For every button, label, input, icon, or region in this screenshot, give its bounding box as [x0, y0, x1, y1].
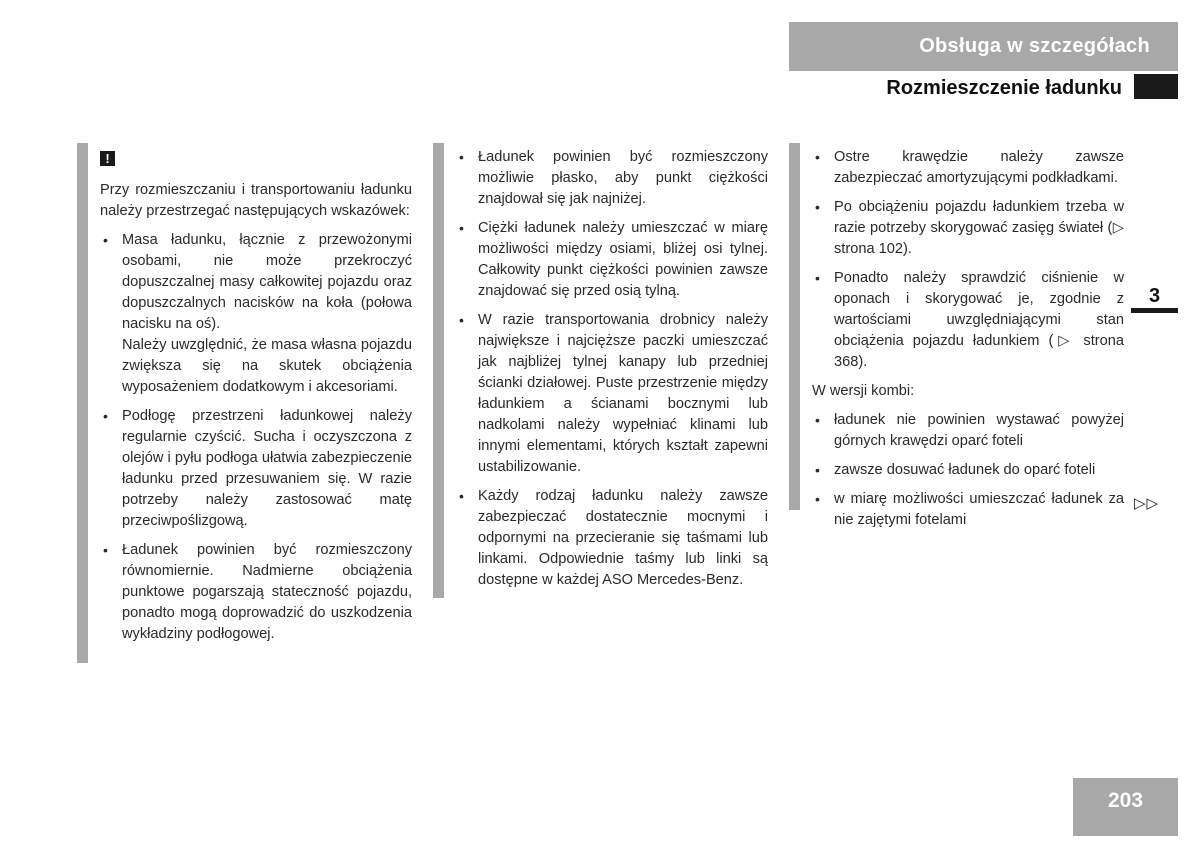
list-item — [100, 406, 412, 532]
continue-arrows-icon: ▷▷ — [1134, 495, 1160, 512]
instructions-column — [433, 143, 768, 598]
list-item-extra: Należy uwzględnić, że masa własna pojazdu zwiększa się na skutek obciążenia wyposażeniem dodatkowym i akcesoriami. — [122, 337, 412, 395]
list-item: • ładunek nie powinien wystawać powyżej górnych krawędzi oparć foteli — [812, 410, 1124, 452]
instructions-list — [456, 147, 768, 591]
chapter-title: Obsługa w szczegółach — [919, 35, 1150, 57]
list-item: • W razie transportowania drobnicy należy największe i najcięższe paczki umieszczać jak najbliżej tylnej kanapy lub przedniej ścianki działowej. Puste przestrzenie między ładunkiem a ścianami bocznymi lub nadkolami należy wypełniać klinami lub innymi elementami, których kształt zapewni ustabilizowanie. — [456, 310, 768, 478]
list-item-text: Podłogę przestrzeni ładunkowej należy regularnie czyścić. Sucha i oczyszczona z olejów i pyłu podłoga ułatwia zabezpieczenie ładunku przed przesuwaniem się. W razie potrzeby należy zastosować matę przeciwpoślizgową. — [122, 408, 412, 529]
list-item — [100, 540, 412, 645]
list-item: • Każdy rodzaj ładunku należy zawsze zabezpieczać dostatecznie mocnymi i odpornymi na przecieranie się taśmami lub linkami. Odpowiednie taśmy lub linki są dostępne w każdej ASO Mercedes-Benz. — [456, 486, 768, 591]
section-title: Rozmieszczenie ładunku — [886, 77, 1122, 99]
warning-column — [77, 143, 412, 663]
list-item — [100, 230, 412, 398]
warning-icon: ! — [100, 151, 115, 166]
list-item: • zawsze dosuwać ładunek do oparć foteli — [812, 460, 1124, 481]
list-item: • Ponadto należy sprawdzić ciśnienie w oponach i skorygować je, zgodnie z wartościami uwzględniającymi stan obciążenia pojazdu ładunkiem (▷ strona 368). — [812, 268, 1124, 373]
page-number: 203 — [1107, 789, 1144, 812]
list-item-text: • Masa ładunku, łącznie z przewożonymi osobami, nie może przekroczyć dopuszczalnej masy całkowitej pojazdu oraz dopuszczalnych nacisków na koła (połowa nacisku na oś). — [122, 232, 412, 332]
kombi-list — [812, 410, 1124, 531]
additional-list — [812, 147, 1124, 373]
list-item-text: Ładunek powinien być rozmieszczony równomiernie. Nadmierne obciążenia punktowe pogarszają stateczność pojazdu, ponadto mogą doprowadzić do uszkodzenia wykładziny podłogowej. — [122, 542, 412, 642]
chapter-number: 3 — [1148, 285, 1161, 307]
list-item: • Ostre krawędzie należy zawsze zabezpieczać amortyzującymi podkładkami. — [812, 147, 1124, 189]
list-item: • w miarę możliwości umieszczać ładunek za nie zajętymi fotelami — [812, 489, 1124, 531]
kombi-heading: W wersji kombi: — [812, 383, 915, 399]
chapter-header-band — [789, 22, 1178, 71]
list-item: • Ciężki ładunek należy umieszczać w miarę możliwości między osiami, bliżej osi tylnej. Całkowity punkt ciężkości powinien zawsze znajdować się przed osią tylną. — [456, 218, 768, 302]
list-item: • Ładunek powinien być rozmieszczony możliwie płasko, aby punkt ciężkości znajdował się jak najniżej. — [456, 147, 768, 210]
additional-column — [789, 143, 1124, 528]
warning-list — [100, 230, 412, 645]
chapter-tab — [1131, 281, 1178, 313]
page-number-box — [1073, 778, 1178, 836]
warning-intro: Przy rozmieszczaniu i transportowaniu ładunku należy przestrzegać następujących wskazówek: — [100, 182, 412, 219]
section-marker-block — [1134, 74, 1178, 99]
list-item: • Po obciążeniu pojazdu ładunkiem trzeba w razie potrzeby skorygować zasięg świateł (▷ strona 102). — [812, 197, 1124, 260]
